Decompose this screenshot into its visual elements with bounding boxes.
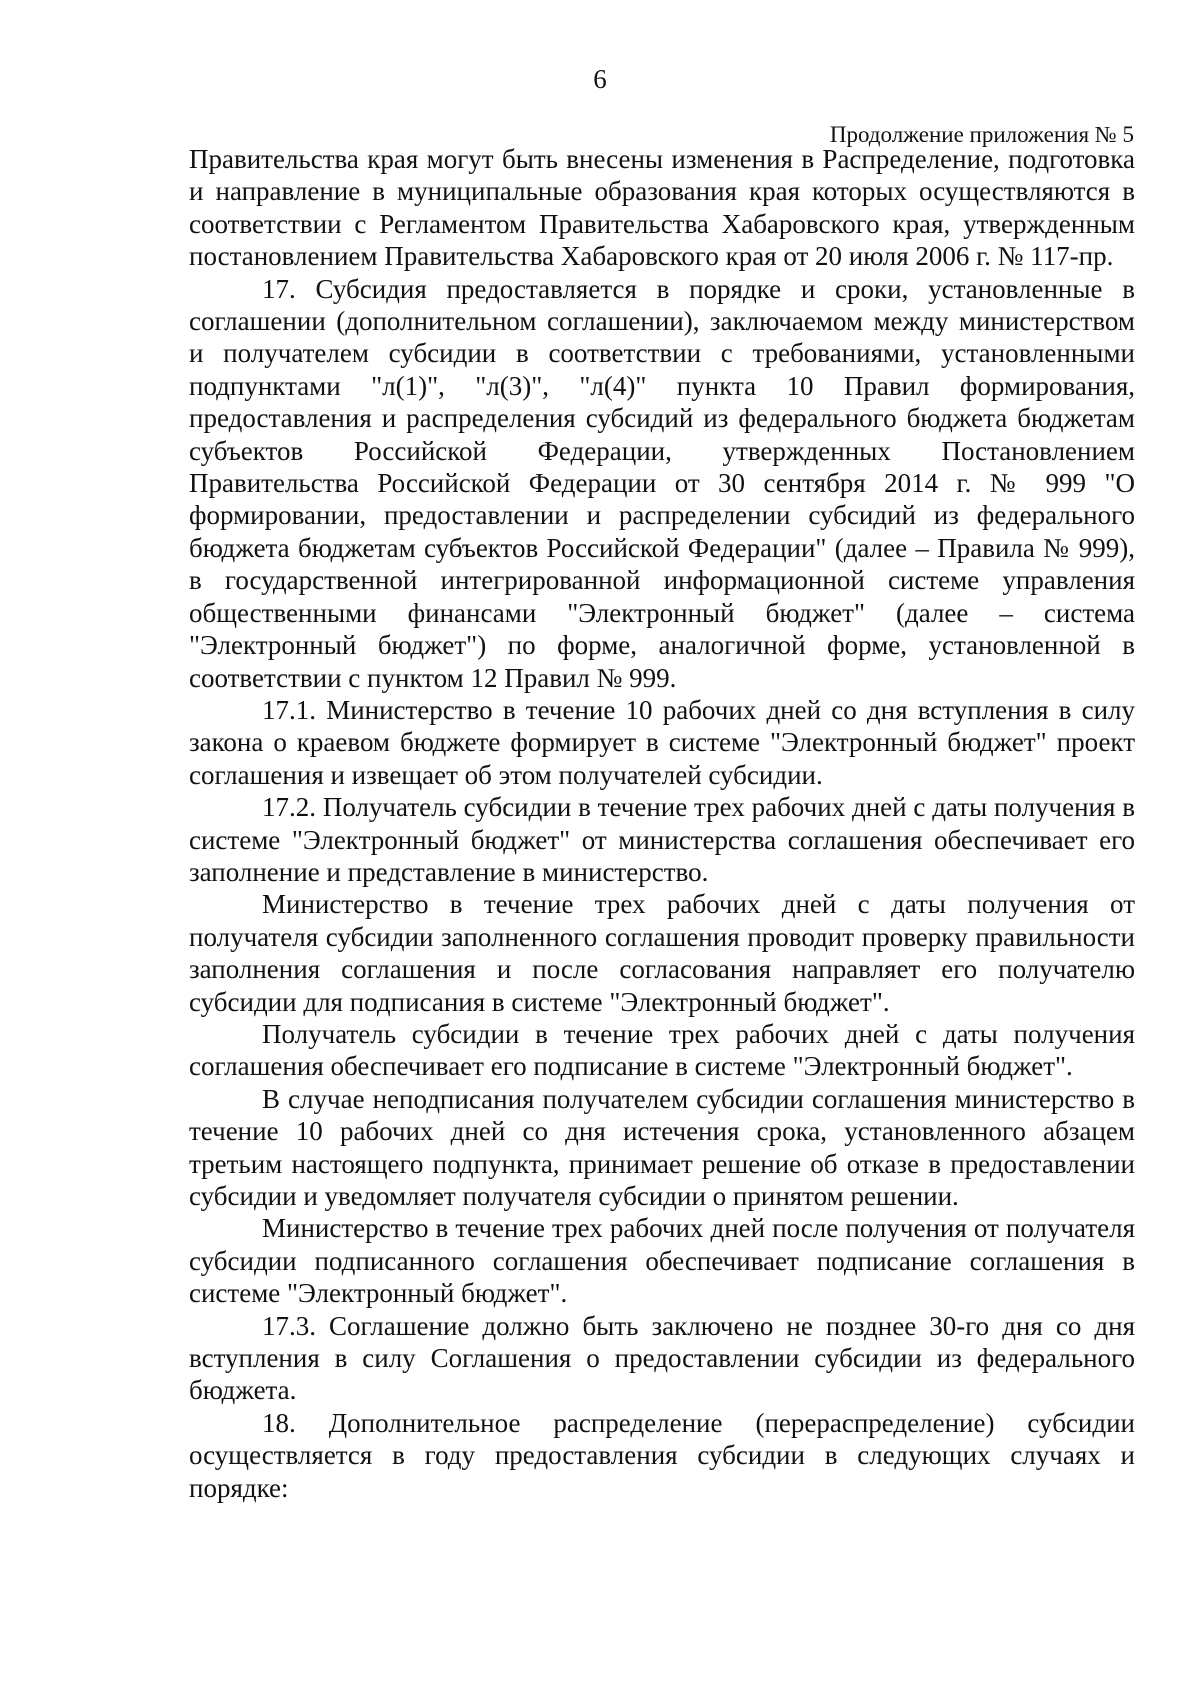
document-body [189, 143, 1135, 1504]
paragraph-item-18: 18. Дополнительное распределение (перераспределение) субсидии осуществляется в году предоставления субсидии в следующих случаях и порядке: [189, 1407, 1135, 1503]
paragraph-item-17-1: 17.1. Министерство в течение 10 рабочих дней со дня вступления в силу закона о краевом бюджете формирует в системе "Электронный бюджет" проект соглашения и извещает об этом получателей субсидии. [189, 694, 1135, 790]
paragraph-recipient-signing: Получатель субсидии в течение трех рабочих дней с даты получения соглашения обеспечивает его подписание в системе "Электронный бюджет". [189, 1018, 1135, 1082]
paragraph-ministry-check: Министерство в течение трех рабочих дней с даты получения от получателя субсидии заполненного соглашения проводит проверку правильности заполнения соглашения и после согласования направляет его получателю субсидии для подписания в системе "Электронный бюджет". [189, 889, 1135, 1017]
paragraph-non-signing: В случае неподписания получателем субсидии соглашения министерство в течение 10 рабочих дней со дня истечения срока, установленного абзацем третьим настоящего подпункта, принимает решение об отказе в предоставлении субсидии и уведомляет получателя субсидии о принятом решении. [189, 1083, 1135, 1211]
paragraph-item-17-3: 17.3. Соглашение должно быть заключено не позднее 30-го дня со дня вступления в силу Соглашения о предоставлении субсидии из федерального бюджета. [189, 1310, 1135, 1406]
page-number: 6 [593, 64, 607, 94]
annex-continuation-note: Продолжение приложения № 5 [829, 122, 1134, 147]
paragraph-item-17: 17. Субсидия предоставляется в порядке и сроки, установленные в соглашении (дополнительном соглашении), заключаемом между министерством и получателем субсидии в соответствии с требованиями, установленными подпунктами "л(1)", "л(3)", "л(4)" пункта 10 Правил формирования, предоставления и распределения субсидий из федерального бюджета бюджетам субъектов Российской Федерации, утвержденных Постановлением Правительства Российской Федерации от 30 сентября 2014 г. № 999 "О формировании, предоставлении и распределении субсидий из федерального бюджета бюджетам субъектов Российской Федерации" (далее – Правила № 999), в государственной интегрированной информационной системе управления общественными финансами "Электронный бюджет" (далее – система "Электронный бюджет") по форме, аналогичной форме, установленной в соответствии с пунктом 12 Правил № 999. [189, 273, 1135, 693]
paragraph-continuation: Правительства края могут быть внесены изменения в Распределение, подготовка и направление в муниципальные образования края которых осуществляются в соответствии с Регламентом Правительства Хабаровского края, утвержденным постановлением Правительства Хабаровского края от 20 июля 2006 г. № 117-пр. [189, 144, 1135, 272]
paragraph-item-17-2: 17.2. Получатель субсидии в течение трех рабочих дней с даты получения в системе "Электронный бюджет" от министерства соглашения обеспечивает его заполнение и представление в министерство. [189, 792, 1135, 887]
paragraph-ministry-signing: Министерство в течение трех рабочих дней после получения от получателя субсидии подписанного соглашения обеспечивает подписание соглашения в системе "Электронный бюджет". [189, 1213, 1135, 1309]
